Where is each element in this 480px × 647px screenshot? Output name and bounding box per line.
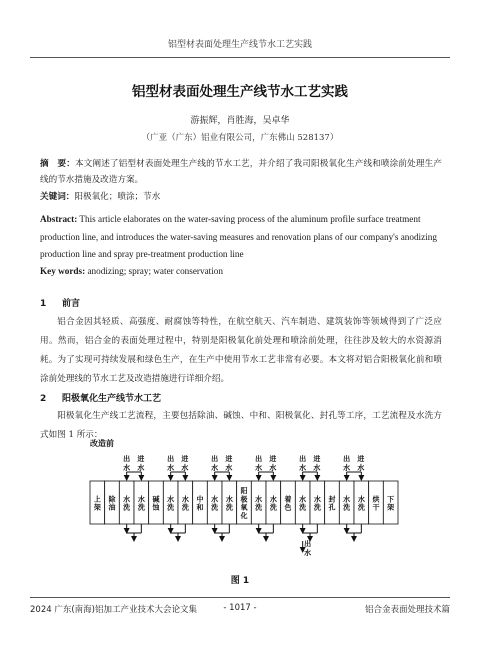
flow-label-char: 水 — [123, 464, 131, 472]
flow-label-char: 进 — [181, 455, 189, 463]
tank-label-char: 水 — [255, 495, 263, 504]
tank-label-char: 水 — [357, 495, 365, 504]
tank-label-char: 洗 — [167, 503, 175, 512]
tank-label-char: 水 — [313, 495, 321, 504]
header-rule — [30, 57, 450, 58]
flow-label-char: 出 — [211, 455, 219, 463]
tank-label-char: 上 — [93, 495, 101, 504]
footer-proceedings: 2024 广东(南海)铝加工产业技术大会论文集 — [30, 605, 197, 615]
tank-label-char: 洗 — [255, 503, 263, 512]
flow-label-char: 出 — [343, 455, 351, 463]
figure-1-diagram — [0, 438, 480, 568]
tank-label-char: 洗 — [225, 503, 233, 512]
tank-label-char: 洗 — [137, 503, 145, 512]
flow-label-char: 水 — [343, 464, 351, 472]
flow-label-char: 进 — [269, 455, 277, 463]
tank-label-char: 和 — [196, 503, 204, 512]
abstract-en-text: This article elaborates on the water-saving process of the aluminum profile surface treatment production line, and introduces the water-saving measures and renovation plans of our company's anodizing production line and spray pre-treatment production line — [40, 214, 437, 259]
keywords-en — [40, 263, 442, 281]
section-1-body: 铝合金因其轻质、高强度、耐腐蚀等特性，在航空航天、汽车制造、建筑装饰等领域得到了广泛应用。然而，铝合金的表面处理过程中，特别是阳极氧化前处理和喷涂前处理，往往涉及较大的水资源消耗。为了实现可持续发展和绿色生产，在生产中使用节水工艺非常有必要。本文将对铝合阳极氧化前和喷涂前处理线的节水工艺及改造措施进行详细介绍。 — [40, 317, 442, 384]
keywords-cn — [40, 189, 442, 205]
flow-label-char: 水 — [137, 464, 145, 472]
flow-label-char: 出 — [123, 455, 131, 463]
section-2-heading — [40, 391, 161, 404]
figure-1-caption: 图 1 — [230, 576, 250, 586]
footer-page-number: - 1017 - — [223, 603, 257, 613]
flow-label-char: 进 — [357, 455, 365, 463]
abstract-en-label: Abstract: — [40, 214, 78, 224]
flow-label-char: 进 — [313, 455, 321, 463]
tank-label-char: 洗 — [313, 503, 321, 512]
tank-label-char: 氧 — [240, 503, 248, 512]
footer-section: 铝合金表面处理技术篇 — [364, 605, 450, 615]
tank-label-char: 色 — [284, 503, 292, 512]
flow-label-char: 水 — [167, 464, 175, 472]
section-1-number: 1 — [40, 299, 47, 309]
tank-label-char: 烘 — [372, 495, 380, 504]
tank-label-char: 化 — [240, 512, 248, 521]
flow-label-char: 水 — [225, 464, 233, 472]
section-1-heading — [40, 296, 80, 309]
flow-label-char: 进 — [137, 455, 145, 463]
tank-label-char: 油 — [108, 503, 116, 512]
tank-label-char: 水 — [181, 495, 189, 504]
tank-label-char: 洗 — [123, 503, 131, 512]
abstract-cn-text: 本文阐述了铝型材表面处理生产线的节水工艺，并介绍了我司阳极氧化生产线和喷涂前处理生产线的节水措施及改造方案。 — [40, 159, 442, 185]
tank-label-char: 封 — [328, 495, 336, 504]
flow-label-char: 水 — [181, 464, 189, 472]
tank-label-char: 水 — [123, 495, 131, 504]
tank-label-char: 干 — [372, 503, 380, 512]
section-1-title: 前言 — [62, 299, 81, 309]
keywords-cn-label: 关键词： — [40, 192, 75, 202]
flow-label-char: 水 — [211, 464, 219, 472]
keywords-en-label: Key words: — [40, 266, 86, 276]
figure-before-label: 改造前 — [90, 439, 114, 448]
running-header: 铝型材表面处理生产线节水工艺实践 — [167, 40, 312, 50]
tank-label-char: 除 — [108, 495, 116, 504]
tank-label-char: 水 — [269, 495, 277, 504]
paper-title: 铝型材表面处理生产线节水工艺实践 — [132, 84, 348, 100]
tank-label-char: 洗 — [269, 503, 277, 512]
flow-label-char: 出 — [255, 455, 263, 463]
flow-label-char: 水 — [304, 549, 312, 557]
tank-label-char: 洗 — [357, 503, 365, 512]
tank-label-char: 洗 — [299, 503, 307, 512]
authors: 游振辉，肖胜海，吴卓华 — [190, 116, 290, 126]
tank-label-char: 架 — [387, 503, 395, 512]
tank-label-char: 下 — [387, 495, 395, 504]
flow-label-char: 水 — [255, 464, 263, 472]
flow-label-char: 水 — [299, 464, 307, 472]
tank-label-char: 水 — [343, 495, 351, 504]
affiliation: （广亚（广东）铝业有限公司，广东佛山 528137） — [141, 133, 339, 143]
keywords-en-text: anodizing; spray; water conservation — [85, 266, 223, 276]
abstract-cn-label: 摘 要： — [40, 159, 75, 169]
tank-label-char: 极 — [240, 495, 248, 504]
footer-rule — [30, 597, 450, 598]
tank-label-char: 水 — [137, 495, 145, 504]
tank-label-char: 洗 — [343, 503, 351, 512]
flow-label-char: 出 — [167, 455, 175, 463]
flow-label-char: 进 — [225, 455, 233, 463]
tank-label-char: 着 — [284, 495, 292, 504]
section-2-body: 阳极氧化生产线工艺流程，主要包括除油、碱蚀、中和、阳极氧化、封孔等工序，工艺流程及水洗方式如图 1 所示： — [40, 411, 442, 440]
tank-label-char: 阳 — [240, 486, 248, 495]
flow-label-char: 水 — [269, 464, 277, 472]
tank-label-char: 洗 — [181, 503, 189, 512]
tank-label-char: 水 — [167, 495, 175, 504]
section-2-title: 阳极氧化生产线节水工艺 — [62, 394, 162, 404]
flow-label-char: 水 — [313, 464, 321, 472]
tank-label-char: 中 — [196, 495, 204, 504]
tank-label-char: 水 — [211, 495, 219, 504]
keywords-cn-text: 阳极氧化；喷涂；节水 — [74, 192, 161, 202]
flow-label-char: 出 — [304, 540, 312, 548]
abstract-cn — [40, 156, 442, 188]
tank-label-char: 洗 — [211, 503, 219, 512]
figure-tank-row — [90, 481, 398, 524]
abstract-en — [40, 211, 442, 264]
flow-label-char: 水 — [357, 464, 365, 472]
tank-label-char: 架 — [93, 503, 101, 512]
tank-label-char: 孔 — [328, 503, 336, 512]
flow-label-char: 出 — [299, 455, 307, 463]
tank-label-char: 水 — [299, 495, 307, 504]
section-2-number: 2 — [40, 394, 47, 404]
tank-label-char: 水 — [225, 495, 233, 504]
tank-label-char: 碱 — [152, 495, 160, 504]
tank-label-char: 蚀 — [152, 503, 160, 512]
